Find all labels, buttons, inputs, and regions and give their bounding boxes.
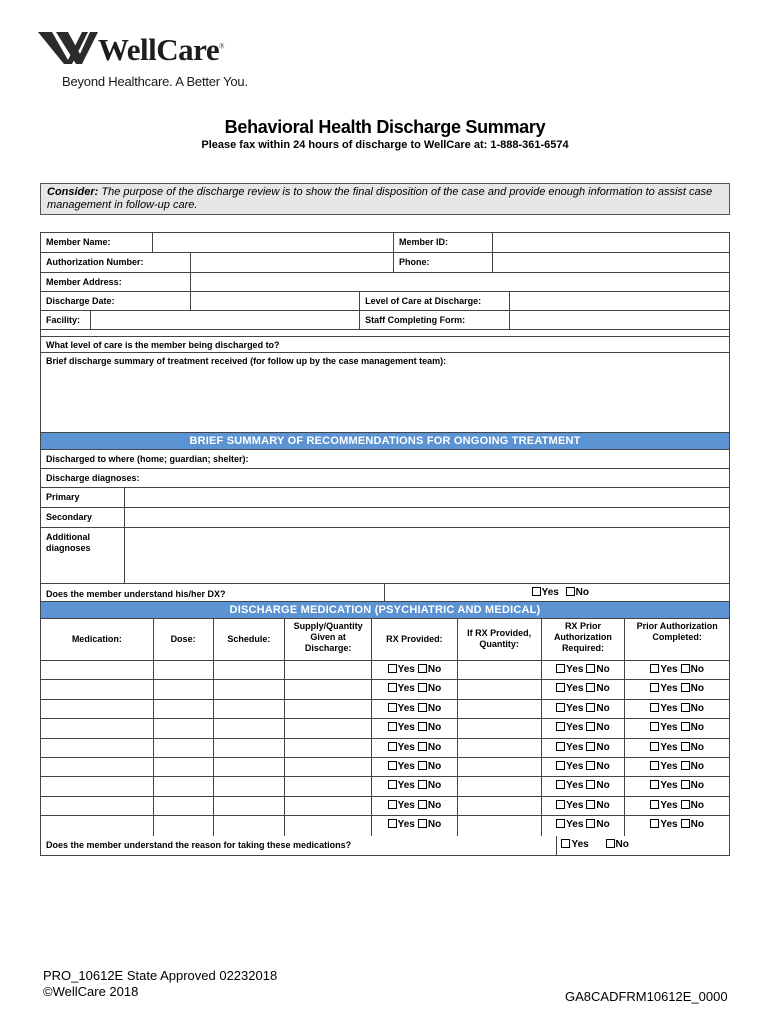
medication-field[interactable]	[458, 661, 542, 679]
member-address-field[interactable]	[191, 273, 729, 291]
consider-label: Consider:	[47, 186, 99, 198]
member-id-label: Member ID:	[394, 233, 493, 252]
medication-field[interactable]	[154, 797, 214, 815]
checkbox[interactable]	[650, 683, 659, 692]
yes-label: Yes	[660, 664, 678, 675]
medication-field[interactable]	[41, 661, 154, 679]
medication-field[interactable]	[458, 777, 542, 795]
discharge-diagnoses-label: Discharge diagnoses:	[46, 473, 140, 483]
col-rx-provided: RX Provided:	[372, 619, 458, 660]
checkbox[interactable]	[566, 587, 575, 596]
checkbox[interactable]	[388, 664, 397, 673]
consider-note	[40, 183, 730, 215]
medication-field[interactable]	[214, 758, 286, 776]
checkbox[interactable]	[388, 819, 397, 828]
medication-row	[41, 661, 729, 680]
checkbox[interactable]	[681, 742, 690, 751]
no-label: No	[690, 780, 704, 792]
medication-row	[41, 758, 729, 777]
discharge-date-field[interactable]	[191, 292, 361, 310]
yes-label: Yes	[660, 741, 678, 753]
checkbox[interactable]	[586, 742, 595, 751]
medication-field[interactable]	[214, 816, 286, 835]
yes-no-options	[625, 758, 729, 776]
medication-field[interactable]	[41, 680, 154, 698]
no-label: No	[596, 664, 610, 675]
checkbox[interactable]	[681, 722, 690, 731]
medication-field[interactable]	[285, 777, 372, 795]
yes-label: Yes	[397, 780, 415, 792]
medication-header-row	[41, 619, 729, 661]
no-label: No	[427, 780, 442, 792]
checkbox[interactable]	[418, 683, 427, 692]
checkbox[interactable]	[606, 839, 615, 848]
discharge-date-label: Discharge Date:	[41, 292, 191, 310]
yes-label: Yes	[660, 780, 678, 792]
yes-label: Yes	[397, 683, 415, 695]
yes-no-options	[542, 758, 626, 776]
col-rx-quantity: If RX Provided, Quantity:	[458, 619, 542, 660]
yes-label: Yes	[397, 702, 415, 714]
medication-field[interactable]	[214, 661, 286, 679]
yes-no-options	[542, 700, 626, 718]
checkbox[interactable]	[650, 664, 659, 673]
checkbox[interactable]	[681, 761, 690, 770]
medication-field[interactable]	[41, 719, 154, 737]
facility-label: Facility:	[41, 311, 91, 329]
no-label: No	[690, 819, 704, 831]
no-label: No	[690, 683, 704, 695]
yes-no-options	[542, 719, 626, 737]
no-label: No	[596, 702, 610, 714]
medication-heading: DISCHARGE MEDICATION (PSYCHIATRIC AND MEDICAL)	[41, 602, 729, 618]
member-id-field[interactable]	[493, 233, 729, 252]
primary-label: Primary	[41, 488, 125, 507]
yes-label: Yes	[566, 722, 584, 734]
copyright: ©WellCare 2018	[43, 984, 139, 999]
checkbox[interactable]	[556, 722, 565, 731]
medication-field[interactable]	[154, 777, 214, 795]
medication-row	[41, 797, 729, 816]
medication-field[interactable]	[285, 661, 372, 679]
checkbox[interactable]	[418, 742, 427, 751]
section-band	[41, 602, 729, 619]
medication-row	[41, 700, 729, 719]
yes-label: Yes	[397, 760, 415, 772]
footer-left	[43, 968, 277, 1000]
checkbox[interactable]	[388, 780, 397, 789]
col-prior-auth-completed: Prior Authorization Completed:	[636, 621, 718, 642]
yes-no-options	[625, 816, 729, 835]
logo-wordmark: WellCare®	[98, 32, 224, 67]
checkbox[interactable]	[586, 683, 595, 692]
medication-field[interactable]	[41, 816, 154, 835]
checkbox[interactable]	[586, 722, 595, 731]
no-label: No	[690, 799, 704, 811]
checkbox[interactable]	[561, 839, 570, 848]
medication-field[interactable]	[458, 816, 542, 835]
checkbox[interactable]	[681, 800, 690, 809]
checkbox[interactable]	[388, 742, 397, 751]
medication-field[interactable]	[41, 739, 154, 757]
yes-no-options	[372, 680, 458, 698]
yes-label: Yes	[660, 819, 678, 831]
checkbox[interactable]	[586, 780, 595, 789]
fax-instructions: Please fax within 24 hours of discharge to WellCare at: 1-888-361-6574	[201, 139, 569, 151]
medication-field[interactable]	[154, 816, 214, 835]
medication-field[interactable]	[458, 758, 542, 776]
medication-field[interactable]	[285, 719, 372, 737]
yes-label: Yes	[566, 780, 584, 792]
additional-diagnoses-field[interactable]	[125, 528, 729, 583]
checkbox[interactable]	[418, 703, 427, 712]
checkbox[interactable]	[418, 722, 427, 731]
checkbox[interactable]	[650, 703, 659, 712]
checkbox[interactable]	[650, 800, 659, 809]
phone-field[interactable]	[493, 253, 729, 272]
primary-diagnosis-field[interactable]	[125, 488, 729, 507]
authorization-number-label: Authorization Number:	[41, 253, 191, 272]
checkbox[interactable]	[681, 703, 690, 712]
checkbox[interactable]	[681, 819, 690, 828]
checkbox[interactable]	[418, 819, 427, 828]
understand-dx-question: Does the member understand his/her DX?	[41, 584, 385, 601]
yes-no-options	[372, 816, 458, 835]
consider-text: The purpose of the discharge review is to show the final disposition of the case and provide enough information to assist case management in follow-up care.	[47, 186, 713, 211]
checkbox[interactable]	[388, 800, 397, 809]
medication-field[interactable]	[285, 680, 372, 698]
checkbox[interactable]	[586, 800, 595, 809]
medication-field[interactable]	[154, 739, 214, 757]
no-label: No	[596, 683, 610, 695]
checkbox[interactable]	[586, 761, 595, 770]
checkbox[interactable]	[388, 703, 397, 712]
yes-no-options	[372, 661, 458, 679]
phone-label: Phone:	[394, 253, 493, 272]
medication-field[interactable]	[285, 700, 372, 718]
medication-row	[41, 816, 729, 835]
checkbox[interactable]	[650, 761, 659, 770]
checkbox[interactable]	[586, 664, 595, 673]
medication-field[interactable]	[285, 797, 372, 815]
checkbox[interactable]	[556, 819, 565, 828]
no-label: No	[596, 722, 610, 734]
medication-field[interactable]	[285, 816, 372, 835]
checkbox[interactable]	[556, 780, 565, 789]
form-row	[41, 292, 729, 311]
yes-no-options	[372, 739, 458, 757]
no-label: No	[427, 741, 442, 753]
medication-field[interactable]	[458, 719, 542, 737]
no-label: No	[690, 741, 704, 753]
form-row	[41, 253, 729, 273]
additional-diagnoses-label: Additional diagnoses	[41, 528, 125, 583]
medication-field[interactable]	[41, 700, 154, 718]
no-label: No	[690, 702, 704, 714]
form-row[interactable]	[41, 469, 729, 488]
medication-field[interactable]	[285, 758, 372, 776]
no-label: No	[427, 819, 442, 831]
yes-label: Yes	[397, 664, 415, 675]
form-row	[41, 488, 729, 508]
checkbox[interactable]	[418, 664, 427, 673]
form-id: GA8CADFRM10612E_0000	[565, 989, 728, 1004]
secondary-label: Secondary	[41, 508, 125, 527]
yes-label: Yes	[566, 683, 584, 695]
form-row[interactable]	[41, 353, 729, 433]
no-label: No	[427, 722, 442, 734]
medication-field[interactable]	[285, 739, 372, 757]
yes-no-options	[372, 758, 458, 776]
yes-no-options	[542, 816, 626, 835]
yes-no-options	[372, 777, 458, 795]
yes-label: Yes	[566, 819, 584, 831]
yes-no-options	[625, 797, 729, 815]
yes-label: Yes	[660, 683, 678, 695]
yes-label: Yes	[397, 799, 415, 811]
checkbox[interactable]	[556, 761, 565, 770]
medication-row	[41, 739, 729, 758]
yes-no-options	[625, 680, 729, 698]
checkbox[interactable]	[556, 742, 565, 751]
form-row	[41, 528, 729, 584]
yes-label: Yes	[566, 702, 584, 714]
checkbox[interactable]	[532, 587, 541, 596]
understand-meds-question: Does the member understand the reason for taking these medications?	[41, 836, 557, 855]
medication-field[interactable]	[214, 700, 286, 718]
checkbox[interactable]	[681, 664, 690, 673]
section-band	[41, 433, 729, 450]
checkbox[interactable]	[681, 683, 690, 692]
understand-dx-options: Yes No	[385, 584, 729, 601]
brief-summary-label: Brief discharge summary of treatment received (for follow up by the case management team):	[46, 356, 447, 366]
yes-label: Yes	[660, 702, 678, 714]
wellcare-logo	[38, 30, 278, 92]
no-label: No	[427, 799, 442, 811]
no-label: No	[596, 799, 610, 811]
col-schedule: Schedule:	[214, 619, 286, 660]
yes-no-options	[542, 797, 626, 815]
medication-field[interactable]	[214, 680, 286, 698]
member-name-field[interactable]	[153, 233, 394, 252]
secondary-diagnosis-field[interactable]	[125, 508, 729, 527]
checkbox[interactable]	[556, 703, 565, 712]
medication-field[interactable]	[41, 777, 154, 795]
understand-meds-options: Yes No	[557, 836, 729, 855]
staff-completing-label: Staff Completing Form:	[360, 311, 510, 329]
yes-no-options	[625, 700, 729, 718]
yes-label: Yes	[566, 760, 584, 772]
medication-field[interactable]	[154, 758, 214, 776]
no-label: No	[596, 780, 610, 792]
staff-completing-field[interactable]	[510, 311, 729, 329]
medication-field[interactable]	[458, 680, 542, 698]
yes-label: Yes	[566, 741, 584, 753]
discharge-form	[40, 232, 730, 856]
no-label: No	[596, 819, 610, 831]
yes-label: Yes	[397, 722, 415, 734]
yes-no-options	[542, 661, 626, 679]
medication-field[interactable]	[214, 797, 286, 815]
page-title: Behavioral Health Discharge Summary	[224, 117, 546, 137]
checkbox[interactable]	[650, 722, 659, 731]
checkbox[interactable]	[681, 780, 690, 789]
medication-row	[41, 680, 729, 699]
form-row[interactable]	[41, 337, 729, 353]
form-row	[41, 584, 729, 602]
checkbox[interactable]	[418, 780, 427, 789]
checkbox[interactable]	[556, 683, 565, 692]
yes-no-options	[542, 680, 626, 698]
level-of-care-question: What level of care is the member being discharged to?	[46, 340, 280, 350]
no-label: No	[427, 664, 442, 675]
medication-field[interactable]	[154, 700, 214, 718]
medication-field[interactable]	[458, 739, 542, 757]
level-of-care-label: Level of Care at Discharge:	[360, 292, 510, 310]
checkbox[interactable]	[388, 722, 397, 731]
yes-no-options	[542, 777, 626, 795]
medication-field[interactable]	[458, 700, 542, 718]
yes-label: Yes	[660, 722, 678, 734]
medication-field[interactable]	[41, 758, 154, 776]
yes-label: Yes	[660, 799, 678, 811]
yes-label: Yes	[397, 819, 415, 831]
yes-label: Yes	[660, 760, 678, 772]
yes-label: Yes	[566, 799, 584, 811]
member-address-label: Member Address:	[41, 273, 191, 291]
medication-field[interactable]	[154, 661, 214, 679]
no-label: No	[427, 760, 442, 772]
logo-tagline: Beyond Healthcare. A Better You.	[62, 74, 248, 89]
yes-no-options	[372, 700, 458, 718]
checkbox[interactable]	[556, 664, 565, 673]
medication-field[interactable]	[154, 719, 214, 737]
form-row	[41, 311, 729, 330]
checkbox[interactable]	[650, 742, 659, 751]
yes-label: Yes	[397, 741, 415, 753]
no-label: No	[690, 664, 704, 675]
yes-no-options	[625, 661, 729, 679]
yes-no-options	[625, 777, 729, 795]
form-row	[41, 508, 729, 528]
checkbox[interactable]	[586, 819, 595, 828]
medication-field[interactable]	[214, 777, 286, 795]
form-row	[41, 273, 729, 292]
yes-no-options	[542, 739, 626, 757]
form-approval-code: PRO_10612E State Approved 02232018	[43, 968, 278, 983]
recommendations-heading: BRIEF SUMMARY OF RECOMMENDATIONS FOR ONGOING TREATMENT	[41, 433, 729, 449]
level-of-care-field[interactable]	[510, 292, 729, 310]
no-label: No	[690, 722, 704, 734]
checkbox[interactable]	[388, 683, 397, 692]
form-spacer	[41, 330, 729, 337]
medication-field[interactable]	[214, 739, 286, 757]
no-label: No	[596, 760, 610, 772]
no-label: No	[427, 702, 442, 714]
checkbox[interactable]	[418, 800, 427, 809]
no-label: No	[596, 741, 610, 753]
yes-no-options	[372, 719, 458, 737]
medication-row	[41, 719, 729, 738]
checkbox[interactable]	[388, 761, 397, 770]
col-medication: Medication:	[41, 619, 154, 660]
form-row[interactable]	[41, 450, 729, 469]
col-dose: Dose:	[154, 619, 214, 660]
medication-row	[41, 777, 729, 796]
medication-field[interactable]	[214, 719, 286, 737]
yes-label: Yes	[566, 664, 584, 675]
form-row	[41, 233, 729, 253]
medication-field[interactable]	[41, 797, 154, 815]
authorization-number-field[interactable]	[191, 253, 394, 272]
facility-field[interactable]	[91, 311, 360, 329]
form-row	[41, 836, 729, 855]
yes-no-options	[625, 739, 729, 757]
checkbox[interactable]	[650, 819, 659, 828]
no-label: No	[427, 683, 442, 695]
no-label: No	[690, 760, 704, 772]
medication-field[interactable]	[458, 797, 542, 815]
discharged-to-label: Discharged to where (home; guardian; shelter):	[46, 454, 249, 464]
member-name-label: Member Name:	[41, 233, 153, 252]
medication-field[interactable]	[154, 680, 214, 698]
yes-no-options	[625, 719, 729, 737]
checkbox[interactable]	[556, 800, 565, 809]
yes-no-options	[372, 797, 458, 815]
checkbox[interactable]	[586, 703, 595, 712]
col-supply: Supply/Quantity Given at Discharge:	[285, 619, 372, 660]
checkbox[interactable]	[650, 780, 659, 789]
checkbox[interactable]	[418, 761, 427, 770]
col-rx-prior-auth: RX Prior Authorization Required:	[542, 619, 626, 660]
